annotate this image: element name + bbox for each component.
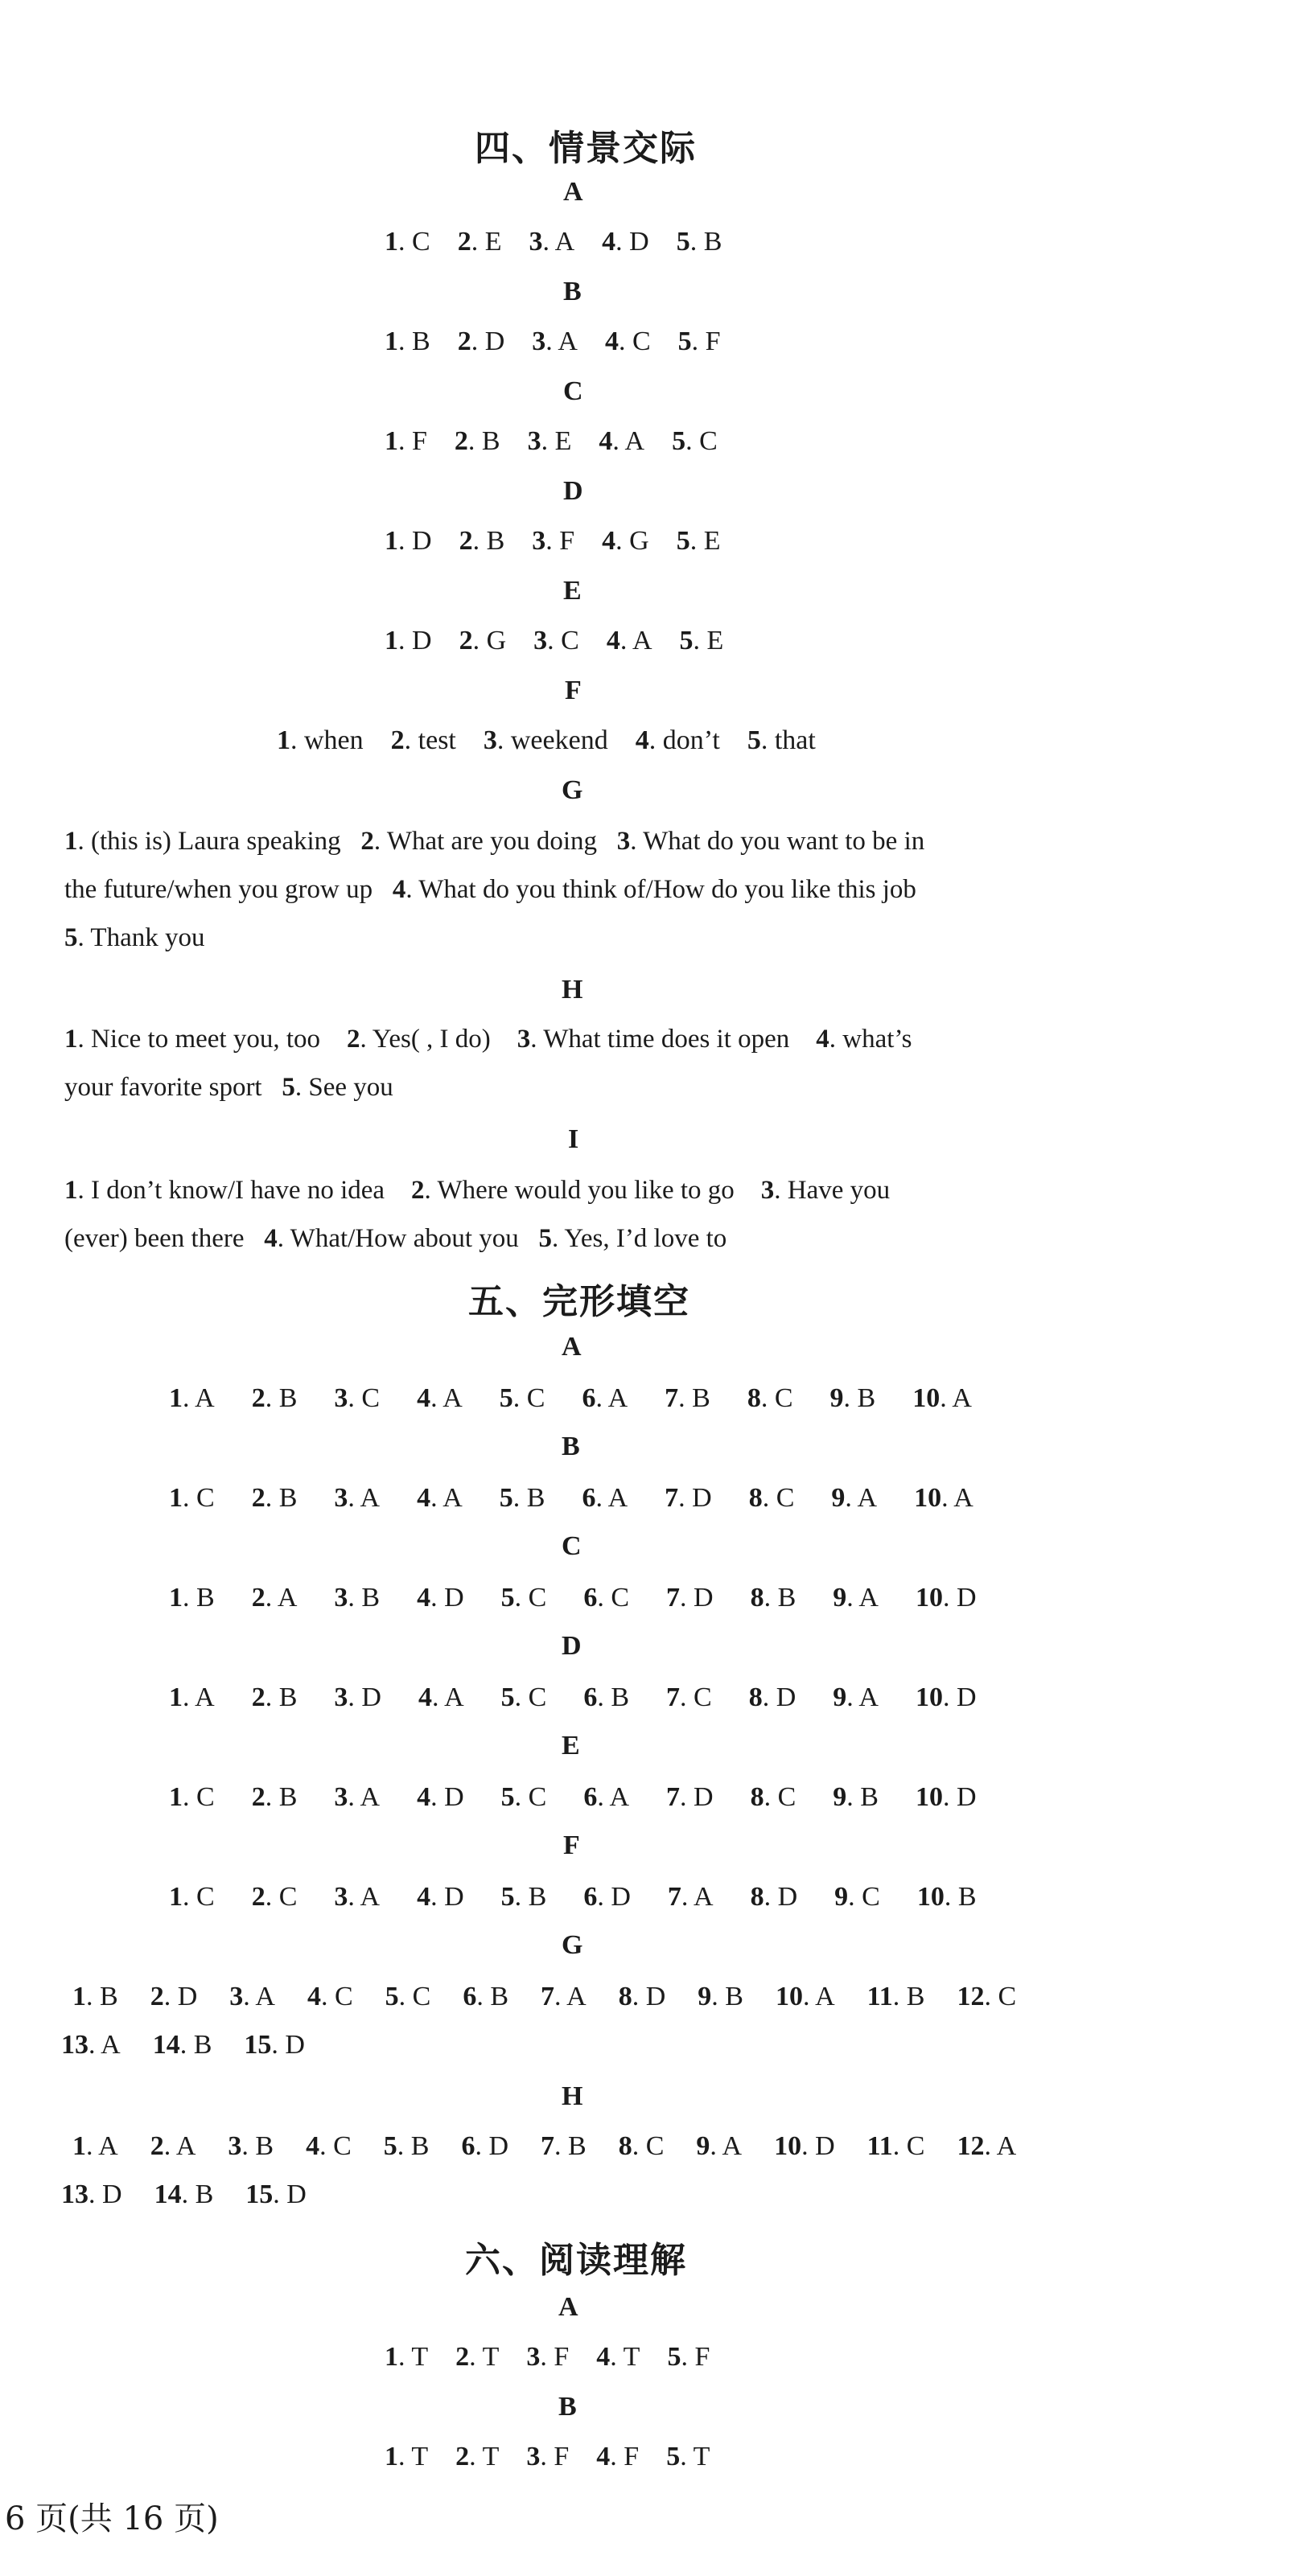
answer-item: F (694, 2342, 710, 2372)
answer-item: C (776, 1483, 795, 1513)
answer-item: D (956, 1682, 977, 1712)
subsection-label: G (562, 775, 583, 805)
answer-item: See you (308, 1073, 393, 1102)
answer-item: What/How about you (290, 1224, 519, 1253)
answer-line: 1. Nice to meet you, too 2. Yes( , I do) 3. What time does it open 4. what’s (64, 1025, 912, 1054)
answer-item: test (418, 725, 456, 755)
answer-item: B (860, 1782, 879, 1812)
answer-row: 1. B 2. D 3. A 4. C 5. C 6. B 7. A 8. D 9. B 10. A 11. B 12. C (72, 1982, 1017, 2011)
answer-item: B (278, 1782, 298, 1812)
answer-item: B (777, 1583, 796, 1613)
answer-line: your favorite sport 5. See you (64, 1073, 393, 1102)
answer-item: G (486, 626, 507, 655)
answer-item: Yes( , I do) (372, 1025, 491, 1054)
subsection-label: C (562, 1531, 582, 1561)
answer-item: B (906, 1982, 925, 2011)
answer-item: C (526, 1383, 545, 1413)
answer-item: D (361, 1682, 381, 1712)
answer-row: 1. B 2. A 3. B 4. D 5. C 6. C 7. D 8. B 9. A 10. D (169, 1583, 977, 1613)
answer-item: A (360, 1882, 381, 1912)
answer-item: A (444, 1682, 464, 1712)
answer-item: C (528, 1682, 547, 1712)
answer-item: B (195, 2180, 214, 2209)
answer-item: A (632, 626, 652, 655)
subsection-label: H (562, 2081, 583, 2111)
subsection-label: A (563, 177, 583, 207)
answer-item: C (412, 227, 430, 257)
answer-item: B (361, 1583, 381, 1613)
answer-item: F (554, 2342, 570, 2372)
answer-item: B (568, 2131, 587, 2161)
answer-item: A (558, 327, 578, 356)
answer-item: C (632, 327, 651, 356)
answer-item: E (703, 526, 721, 556)
answer-item: A (195, 1383, 215, 1413)
answer-item: C (774, 1383, 793, 1413)
answer-item: E (484, 227, 502, 257)
subsection-label: B (562, 1432, 580, 1461)
answer-item: D (956, 1782, 977, 1812)
answer-item: D (444, 1882, 464, 1912)
answer-item: the future/when you grow up (64, 875, 373, 904)
answer-row: 1. A 2. A 3. B 4. C 5. B 6. D 7. B 8. C 9. A 10. D 11. C 12. A (72, 2131, 1017, 2161)
answer-item: A (607, 1483, 628, 1513)
answer-item: Thank you (90, 923, 205, 952)
section-title-4: 四、情景交际 (475, 128, 697, 169)
answer-item: B (193, 2030, 212, 2060)
answer-item: B (611, 1682, 629, 1712)
subsection-label: F (563, 1830, 580, 1860)
answer-item: A (996, 2131, 1017, 2161)
answer-item: B (481, 426, 500, 456)
answer-line: 5. Thank you (64, 923, 205, 952)
answer-item: B (725, 1982, 743, 2011)
answer-item: D (444, 1583, 464, 1613)
answer-item: F (705, 327, 721, 356)
subsection-label: I (568, 1124, 579, 1154)
answer-item: C (278, 1882, 298, 1912)
answer-item: A (175, 2131, 196, 2161)
answer-item: A (858, 1682, 879, 1712)
answer-item: G (629, 526, 649, 556)
answer-item: A (442, 1383, 463, 1413)
answer-item: T (411, 2442, 429, 2471)
answer-item: F (559, 526, 575, 556)
answer-row: 1. T 2. T 3. F 4. T 5. F (385, 2342, 710, 2372)
answer-item: D (177, 1982, 198, 2011)
answer-item: B (703, 227, 722, 257)
answer-item: C (334, 1982, 353, 2011)
answer-item: A (255, 1982, 275, 2011)
answer-row: 13. D 14. B 15. D (61, 2180, 307, 2209)
answer-item: D (444, 1782, 464, 1812)
answer-item: D (286, 2180, 307, 2209)
answer-item: your favorite sport (64, 1073, 262, 1102)
section-title-6: 六、阅读理解 (465, 2240, 687, 2281)
answer-item: B (278, 1483, 298, 1513)
answer-item: C (361, 1383, 381, 1413)
answer-item: B (278, 1383, 298, 1413)
answer-item: C (528, 1583, 547, 1613)
answer-item: A (607, 1383, 628, 1413)
answer-row: 1. A 2. B 3. D 4. A 5. C 6. B 7. C 8. D 9. A 10. D (169, 1682, 977, 1712)
answer-item: B (486, 526, 505, 556)
subsection-label: E (562, 1731, 580, 1760)
subsection-label: A (558, 2292, 578, 2322)
answer-item: (ever) been there (64, 1224, 245, 1253)
answer-row: 1. D 2. B 3. F 4. G 5. E (385, 526, 721, 556)
answer-item: C (906, 2131, 925, 2161)
answer-item: T (482, 2442, 500, 2471)
answer-line: (ever) been there 4. What/How about you 5. Yes, I’d love to (64, 1224, 727, 1253)
answer-item: A (442, 1483, 463, 1513)
answer-item: B (490, 1982, 508, 2011)
answer-item: B (255, 2131, 274, 2161)
answer-item: weekend (510, 725, 608, 755)
answer-item: (this is) Laura speaking (91, 827, 341, 856)
answer-line: 1. (this is) Laura speaking 2. What are you doing 3. What do you want to be in (64, 827, 925, 856)
answer-item: A (101, 2030, 121, 2060)
answer-item: A (953, 1483, 973, 1513)
answer-item: D (285, 2030, 305, 2060)
answer-item: A (360, 1483, 381, 1513)
subsection-label: C (563, 376, 583, 406)
answer-item: T (623, 2342, 640, 2372)
answer-item: D (815, 2131, 835, 2161)
answer-item: F (624, 2442, 640, 2471)
answer-item: C (561, 626, 579, 655)
answer-item: Where would you like to go (437, 1176, 735, 1205)
answer-item: Nice to meet you, too (91, 1025, 321, 1054)
answer-item: C (528, 1782, 547, 1812)
answer-item: I don’t know/I have no idea (91, 1176, 385, 1205)
answer-row: 1. C 2. E 3. A 4. D 5. B (385, 227, 722, 257)
answer-item: don’t (662, 725, 720, 755)
answer-item: A (360, 1782, 381, 1812)
answer-item: C (333, 2131, 352, 2161)
answer-item: T (482, 2342, 500, 2372)
subsection-label: B (563, 277, 582, 306)
answer-row: 1. T 2. T 3. F 4. F 5. T (385, 2442, 710, 2471)
answer-item: B (528, 1882, 547, 1912)
answer-item: C (645, 2131, 665, 2161)
answer-row: 1. F 2. B 3. E 4. A 5. C (385, 426, 718, 456)
answer-row: 1. C 2. B 3. A 4. A 5. B 6. A 7. D 8. C 9. A 10. A (169, 1483, 973, 1513)
answer-item: A (624, 426, 645, 456)
answer-item: What time does it open (543, 1025, 790, 1054)
answer-item: D (777, 1882, 798, 1912)
answer-item: F (412, 426, 427, 456)
answer-item: B (278, 1682, 298, 1712)
section-title-5: 五、完形填空 (468, 1281, 690, 1322)
answer-item: F (554, 2442, 570, 2471)
answer-item: C (694, 1682, 712, 1712)
answer-item: B (957, 1882, 977, 1912)
subsection-label: B (558, 2392, 577, 2422)
answer-item: D (694, 1583, 714, 1613)
answer-item: D (629, 227, 649, 257)
answer-item: E (554, 426, 572, 456)
answer-item: D (692, 1483, 712, 1513)
answer-item: C (196, 1782, 215, 1812)
answer-item: C (777, 1782, 796, 1812)
answer-item: A (609, 1782, 629, 1812)
answer-item: A (277, 1583, 298, 1613)
answer-item: C (196, 1882, 215, 1912)
answer-item: D (694, 1782, 714, 1812)
answer-item: C (998, 1982, 1017, 2011)
answer-item: D (645, 1982, 666, 2011)
answer-item: A (554, 227, 575, 257)
answer-item: D (488, 2131, 508, 2161)
answer-item: T (411, 2342, 429, 2372)
answer-item: A (722, 2131, 743, 2161)
answer-item: What do you think of/How do you like this job (418, 875, 916, 904)
subsection-label: E (563, 576, 582, 606)
answer-row: 1. B 2. D 3. A 4. C 5. F (385, 327, 721, 356)
answer-item: D (102, 2180, 122, 2209)
answer-item: B (100, 1982, 118, 2011)
answer-item: B (410, 2131, 430, 2161)
answer-item: D (412, 626, 432, 655)
subsection-label: F (565, 676, 582, 705)
answer-item: What do you want to be in (643, 827, 925, 856)
answer-line: the future/when you grow up 4. What do you think of/How do you like this job (64, 875, 916, 904)
answer-item: what’s (842, 1025, 912, 1054)
answer-item: B (196, 1583, 215, 1613)
answer-item: B (857, 1383, 876, 1413)
answer-item: A (694, 1882, 714, 1912)
page-number: 6 页(共 16 页) (5, 2500, 219, 2537)
answer-item: D (412, 526, 432, 556)
answer-row: 1. when 2. test 3. weekend 4. don’t 5. that (277, 725, 816, 755)
answer-row: 1. C 2. B 3. A 4. D 5. C 6. A 7. D 8. C 9. B 10. D (169, 1782, 977, 1812)
answer-item: A (195, 1682, 215, 1712)
answer-item: D (956, 1583, 977, 1613)
answer-item: D (484, 327, 505, 356)
answer-item: A (952, 1383, 972, 1413)
answer-item: B (526, 1483, 545, 1513)
subsection-label: A (562, 1332, 582, 1362)
answer-item: A (858, 1583, 879, 1613)
answer-item: C (196, 1483, 215, 1513)
answer-row: 1. D 2. G 3. C 4. A 5. E (385, 626, 724, 655)
answer-row: 13. A 14. B 15. D (61, 2030, 305, 2060)
subsection-label: G (562, 1930, 583, 1960)
answer-line: 1. I don’t know/I have no idea 2. Where would you like to go 3. Have you (64, 1176, 891, 1205)
subsection-label: D (563, 476, 583, 506)
answer-item: B (412, 327, 430, 356)
subsection-label: D (562, 1631, 582, 1661)
answer-item: B (692, 1383, 710, 1413)
answer-row: 1. C 2. C 3. A 4. D 5. B 6. D 7. A 8. D 9. C 10. B (169, 1882, 977, 1912)
answer-item: E (706, 626, 724, 655)
answer-item: D (611, 1882, 631, 1912)
answer-row: 1. A 2. B 3. C 4. A 5. C 6. A 7. B 8. C 9. B 10. A (169, 1383, 972, 1413)
answer-item: when (304, 725, 364, 755)
answer-item: A (98, 2131, 118, 2161)
answer-item: What are you doing (386, 827, 597, 856)
answer-item: C (412, 1982, 431, 2011)
answer-item: Yes, I’d love to (564, 1224, 727, 1253)
answer-item: that (774, 725, 816, 755)
answer-item: Have you (787, 1176, 891, 1205)
answer-item: C (862, 1882, 880, 1912)
answer-item: C (611, 1583, 629, 1613)
answer-item: A (566, 1982, 587, 2011)
answer-item: C (699, 426, 718, 456)
answer-item: T (693, 2442, 710, 2471)
answer-item: D (776, 1682, 796, 1712)
subsection-label: H (562, 975, 583, 1005)
answer-item: A (815, 1982, 835, 2011)
answer-item: A (857, 1483, 878, 1513)
